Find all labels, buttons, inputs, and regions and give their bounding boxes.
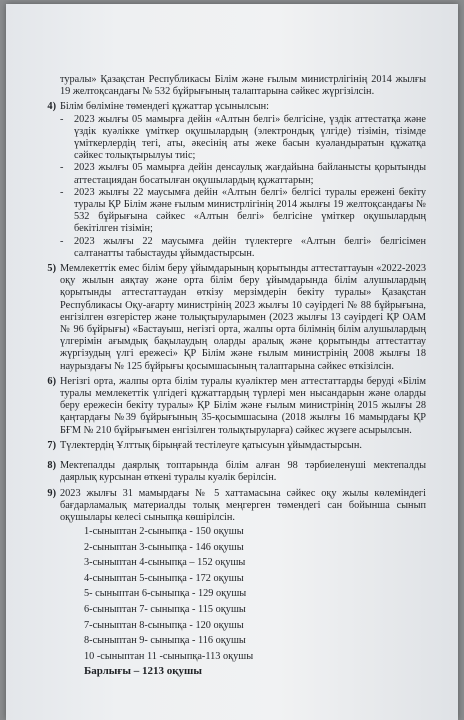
section-text: Негізгі орта, жалпы орта білім туралы куәліктер мен аттестаттарды беруді «Білім туралы мемлекеттік үлгідегі құжаттардың түрлері мен нысандарын және оларды беру ережесін бекіту туралы» ҚР Білім және ғылым министрінің 2015 жылғы 28 қаңтардағы №39 бұйрығының 35-қосымшасына (2018 жылғы 16 мамырдағы ҚР БҒМ № 210 бұйрығымен енгізілген толықтыруларға) сәйкес жүзеге асырылсын. [60, 375, 426, 436]
list-item: - 2023 жылғы 05 мамырға дейін денсаулық жағдайына байланысты қорытынды аттестациядан босатылған оқушылардың құжаттарын; [60, 162, 426, 186]
list-item: 3-сыныптан 4-сыныпқа – 152 оқушы [84, 557, 246, 569]
section-5 [36, 263, 426, 373]
list-item: - 2023 жылғы 22 маусымға дейін «Алтын белгі» белгісі туралы ережені бекіту туралы ҚР Білім және ғылым министрлігінің 2014 жылғы 19 желтоқсандағы № 532 бұйрығына сәйкес «Алтын белгі» белгісіне үміткер оқушылардың бекітілген тізімін; [60, 186, 426, 235]
list-item: 2-сыныптан 3-сыныпқа - 146 оқушы [84, 541, 244, 553]
bullet-dash: - [60, 186, 64, 198]
list-item: 5- сыныптан 6-сыныпқа - 129 оқушы [84, 588, 247, 600]
section-7 [36, 440, 426, 452]
section-title: Білім бөліміне төмендегі құжаттар ұсынылсын: [60, 101, 270, 113]
bullet-dash: - [60, 235, 64, 247]
section-text: 2023 жылғы 31 мамырдағы № 5 хаттамасына сәйкес оқу жылы көлеміндегі бағдарламалық материалды толық меңгерген төмендегі сан бойынша сынып оқушылары келесі сыныпқа көшірілсін. [60, 487, 426, 523]
section-number: 7) [47, 439, 56, 451]
section-number: 9) [47, 487, 56, 499]
document-text [36, 74, 426, 678]
section-text: Мектепалды даярлық топтарында білім алған 98 тәрбиеленуші мектепалды даярлық курсынан өткені туралы куәлік берілсін. [60, 460, 426, 484]
list-item: - 2023 жылғы 22 маусымға дейін түлектерге «Алтын белгі» белгісімен салтанатты табыстауды ұйымдастырсын. [60, 235, 426, 259]
list-item: 6-сыныптан 7- сыныпқа - 115 оқушы [84, 604, 246, 616]
section-number: 8) [47, 460, 56, 472]
section-number: 5) [47, 263, 56, 275]
section-8 [36, 460, 426, 484]
list-item: 10 -сыныптан 11 -сыныпқа-113 оқушы [84, 650, 254, 662]
section-text: Мемлекеттік емес білім беру ұйымдарының қорытынды аттестаттауын «2022-2023 оқу жылын аяқтау және орта білім беру ұйымдарында білім алушылардың қорытынды аттестаттаудан өткізу мерзімдерін бекіту туралы» Қазақстан Республикасы Оқу-ағарту министрінің 2023 жылғы 10 сәуірдегі № 88 бұйрығына, енгізілген өзгерістер және толықтыруларымен (2023 жылғы 13 сәуірдегі ҚР ОАМ № 96 бұйрығы) «Бастауыш, негізгі орта, жалпы орта білімнің білім алушылардың үлгерімін ағымдық бақылаудың оларды аралық және қорытынды аттестаттау жүргізудың үлгі ережесі» ҚР Білім және ғылым министрінің 2008 жылғы 18 наурыздағы № 125 бұйрығы қосымшасының талаптарына сәйкес өткізілсін. [60, 263, 426, 372]
list-item: 8-сыныптан 9- сыныпқа - 116 оқушы [84, 635, 246, 647]
section-number: 4) [47, 101, 56, 113]
bullet-dash: - [60, 113, 64, 125]
section-text: Түлектердің Ұлттық бірыңғай тестілеуге қатысуын ұйымдастырсын. [60, 439, 362, 451]
total-students: Барлығы – 1213 оқушы [84, 665, 202, 678]
document-page [6, 4, 458, 720]
list-item: 1-сыныптан 2-сыныпқа - 150 оқушы [84, 526, 244, 538]
list-item: 4-сыныптан 5-сыныпқа - 172 оқушы [84, 572, 244, 584]
bullet-dash: - [60, 162, 64, 174]
section-number: 6) [47, 375, 56, 387]
section-9 [36, 488, 426, 525]
list-item: - 2023 жылғы 05 мамырға дейін «Алтын белгі» белгісіне, үздік аттестатқа және үздік куәлікке үміткер оқушылардың (электрондық үлгіде) тізімін, тізімде үміткерлердің тегі, аты, әкесінің аты жеке басын куәландыратын құжатқа сәйкес толықтырылуы тиіс; [60, 113, 426, 162]
list-item: 7-сыныптан 8-сыныпқа - 120 оқушы [84, 619, 244, 631]
class-transfer-list [84, 524, 426, 664]
intro-paragraph: туралы» Қазақстан Республикасы Білім және ғылым министрлігінің 2014 жылғы 19 желтоқсандағы № 532 бұйрығының талаптарына сәйкес жүргізілсін. [60, 74, 426, 98]
section-6 [36, 376, 426, 437]
section-4 [36, 101, 426, 260]
